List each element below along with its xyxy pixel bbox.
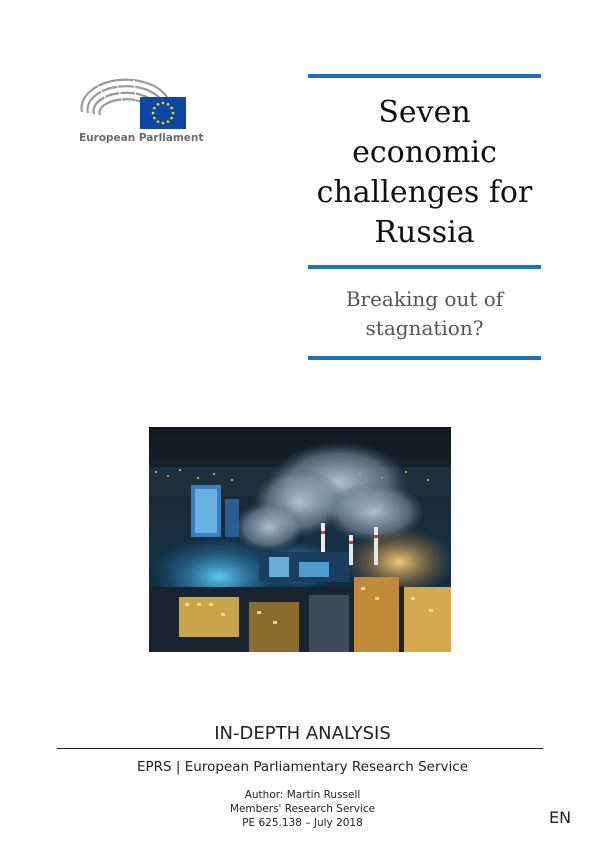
title-line: economic (352, 135, 497, 170)
eu-star-icon (167, 120, 170, 123)
title-bottom-rule (308, 356, 541, 360)
document-type: IN-DEPTH ANALYSIS (214, 723, 391, 744)
eu-star-icon (170, 117, 173, 120)
eu-star-icon (172, 112, 175, 115)
subtitle-line: stagnation? (365, 316, 484, 340)
subtitle-line: Breaking out of (345, 287, 504, 311)
title-line: Seven (378, 95, 471, 130)
language-code: EN (549, 808, 572, 827)
eu-star-icon (162, 102, 165, 105)
document-meta (0, 788, 605, 830)
eu-star-icon (157, 120, 160, 123)
logo-text: European Parliament (79, 132, 204, 144)
eu-star-icon (153, 107, 156, 110)
eu-star-icon (170, 107, 173, 110)
reference-number: PE 625.138 – July 2018 (242, 817, 363, 829)
service-name: EPRS | European Parliamentary Research Service (137, 759, 468, 775)
eu-star-icon (153, 117, 156, 120)
title-top-rule (308, 74, 541, 78)
industrial-city-night-photo (149, 427, 451, 652)
title-line: challenges for (316, 175, 533, 210)
eu-star-icon (157, 103, 160, 106)
bottom-rule (57, 748, 543, 749)
author: Author: Martin Russell (244, 789, 361, 801)
european-parliament-logo (78, 72, 204, 152)
department: Members' Research Service (229, 803, 376, 815)
document-title (308, 93, 541, 253)
title-middle-rule (308, 265, 541, 269)
title-line: Russia (374, 215, 475, 250)
document-subtitle (308, 285, 541, 343)
eu-star-icon (152, 112, 155, 115)
eu-star-icon (162, 122, 165, 125)
eu-star-icon (167, 103, 170, 106)
hemicycle-icon (78, 72, 190, 130)
